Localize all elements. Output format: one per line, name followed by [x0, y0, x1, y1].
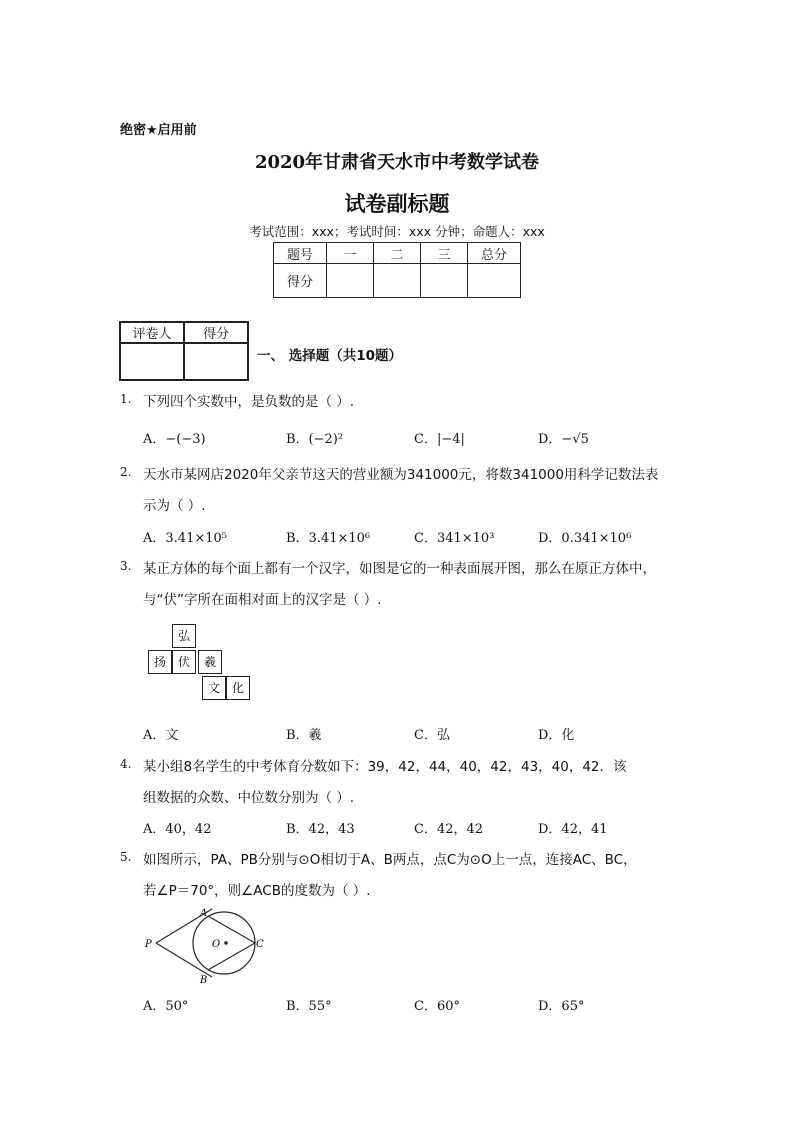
- question-text: 若∠P＝70°，则∠ACB的度数为（ ）.: [143, 883, 371, 899]
- question-text: 示为（ ）.: [143, 498, 206, 514]
- score-header-cell: 三: [421, 243, 468, 264]
- option-b: B．55°: [286, 999, 332, 1014]
- score-cell: [374, 264, 421, 298]
- option-b: B．(−2)²: [286, 432, 344, 447]
- reviewer-table: [119, 321, 249, 381]
- option-b: B．羲: [286, 728, 322, 743]
- question-text: 组数据的众数、中位数分别为（ ）.: [143, 790, 355, 806]
- question-text: 某小组8名学生的中考体育分数如下：39，42，44，40，42，43，40，42．该: [143, 759, 627, 775]
- question-text: 某正方体的每个面上都有一个汉字，如图是它的一种表面展开图，那么在原正方体中，: [143, 561, 656, 577]
- label-o: O: [212, 939, 221, 950]
- score-row-label: 得分: [274, 264, 327, 298]
- option-c: C．341×10³: [414, 531, 495, 546]
- net-cell: 伏: [172, 650, 196, 674]
- score-header-cell: 一: [327, 243, 374, 264]
- option-c: C．|−4|: [414, 432, 465, 447]
- score-header-cell: 题号: [274, 243, 327, 264]
- score-cell: [421, 264, 468, 298]
- net-cell: 弘: [172, 624, 196, 648]
- option-d: D．42，41: [538, 822, 608, 837]
- question-number: 5.: [120, 850, 132, 864]
- option-d: D．化: [538, 728, 575, 743]
- reviewer-header-cell: 评卷人: [120, 322, 184, 343]
- question-number: 1.: [120, 392, 132, 406]
- question-number: 2.: [120, 465, 132, 479]
- score-header-cell: 总分: [468, 243, 521, 264]
- question-number: 3.: [120, 559, 132, 573]
- reviewer-header-cell: 得分: [184, 322, 248, 343]
- label-b: B: [200, 975, 208, 986]
- option-d: D．−√5: [538, 432, 589, 447]
- option-d: D．0.341×10⁶: [538, 531, 632, 546]
- reviewer-cell: [184, 343, 248, 380]
- section-title: 一、 选择题（共10题）: [257, 348, 402, 364]
- exam-subtitle: 试卷副标题: [344, 191, 450, 216]
- net-cell: 羲: [198, 650, 222, 674]
- net-cell: 化: [226, 676, 250, 700]
- label-c: C: [256, 939, 264, 950]
- question-number: 4.: [120, 757, 132, 771]
- tangent-circle-figure: [142, 904, 272, 988]
- label-a: A: [200, 908, 208, 919]
- exam-meta: 考试范围：xxx；考试时间：xxx 分钟；命题人：xxx: [249, 224, 545, 239]
- option-a: A．−(−3): [143, 432, 206, 447]
- option-c: C．42，42: [414, 822, 484, 837]
- net-cell: 扬: [148, 650, 172, 674]
- option-a: A．40，42: [143, 822, 212, 837]
- option-b: B．3.41×10⁶: [286, 531, 371, 546]
- circle-o: [193, 912, 255, 974]
- question-text: 天水市某网店2020年父亲节这天的营业额为341000元，将数341000用科学记数法表: [143, 467, 659, 483]
- score-table: [273, 242, 521, 298]
- score-header-cell: 二: [374, 243, 421, 264]
- option-a: A．50°: [143, 999, 189, 1014]
- option-c: C．60°: [414, 999, 460, 1014]
- label-p: P: [145, 939, 152, 950]
- question-text: 如图所示，PA、PB分别与⊙O相切于A、B两点，点C为⊙O上一点，连接AC、BC，: [143, 852, 637, 868]
- option-a: A．3.41×10⁵: [143, 531, 227, 546]
- tangent-pb: [156, 943, 212, 977]
- center-point: [224, 941, 228, 945]
- reviewer-cell: [120, 343, 184, 380]
- cube-net-figure: [148, 624, 250, 702]
- confidential-mark: 绝密★启用前: [120, 123, 197, 138]
- score-cell: [468, 264, 521, 298]
- option-b: B．42，43: [286, 822, 355, 837]
- question-text: 下列四个实数中，是负数的是（ ）.: [143, 394, 355, 410]
- question-text: 与“伏”字所在面相对面上的汉字是（ ）.: [143, 592, 382, 608]
- option-a: A．文: [143, 728, 179, 743]
- option-d: D．65°: [538, 999, 585, 1014]
- exam-title: 2020年甘肃省天水市中考数学试卷: [254, 152, 540, 173]
- option-c: C．弘: [414, 728, 450, 743]
- net-cell: 文: [202, 676, 226, 700]
- score-cell: [327, 264, 374, 298]
